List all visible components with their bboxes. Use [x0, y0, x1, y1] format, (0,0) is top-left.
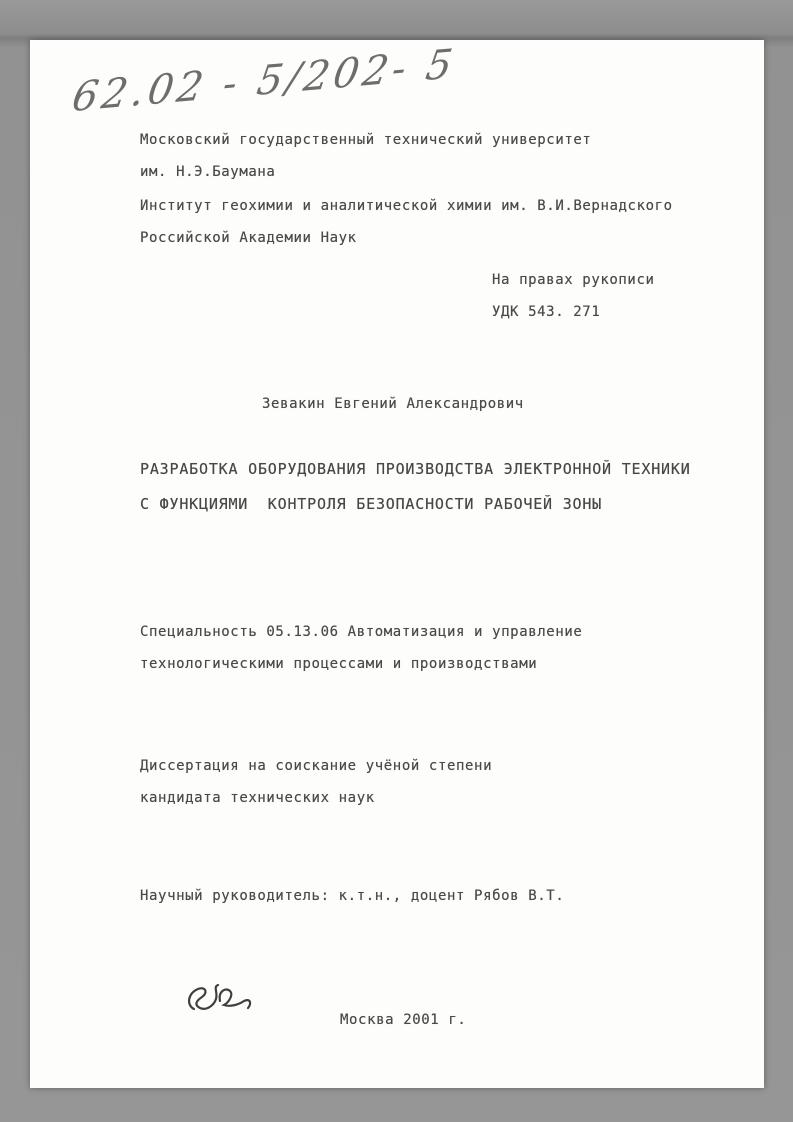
city-year-line: Москва 2001 г. — [340, 1012, 467, 1028]
institution-line: Российской Академии Наук — [140, 230, 357, 246]
dissertation-title-line: С ФУНКЦИЯМИ КОНТРОЛЯ БЕЗОПАСНОСТИ РАБОЧЕЙ ЗОНЫ — [140, 495, 603, 513]
supervisor-line: Научный руководитель: к.т.н., доцент Рябов В.Т. — [140, 888, 565, 904]
signature — [180, 975, 270, 1029]
author-name: Зевакин Евгений Александрович — [262, 396, 524, 412]
scanned-title-page — [30, 40, 764, 1088]
dissertation-degree-line: кандидата технических наук — [140, 790, 375, 806]
specialty-line: Специальность 05.13.06 Автоматизация и управление — [140, 624, 583, 640]
dissertation-degree-line: Диссертация на соискание учёной степени — [140, 758, 493, 774]
institution-line: им. Н.Э.Баумана — [140, 164, 276, 180]
institution-line: Московский государственный технический университет — [140, 132, 592, 148]
specialty-line: технологическими процессами и производствами — [140, 656, 538, 672]
institution-line: Институт геохимии и аналитической химии им. В.И.Вернадского — [140, 198, 673, 214]
udc-number: УДК 543. 271 — [492, 304, 601, 320]
manuscript-note: На правах рукописи — [492, 272, 655, 288]
dissertation-title-line: РАЗРАБОТКА ОБОРУДОВАНИЯ ПРОИЗВОДСТВА ЭЛЕКТРОННОЙ ТЕХНИКИ — [140, 460, 691, 478]
handwritten-inventory-number: 62.02 - 5/202- 5 — [69, 40, 460, 122]
